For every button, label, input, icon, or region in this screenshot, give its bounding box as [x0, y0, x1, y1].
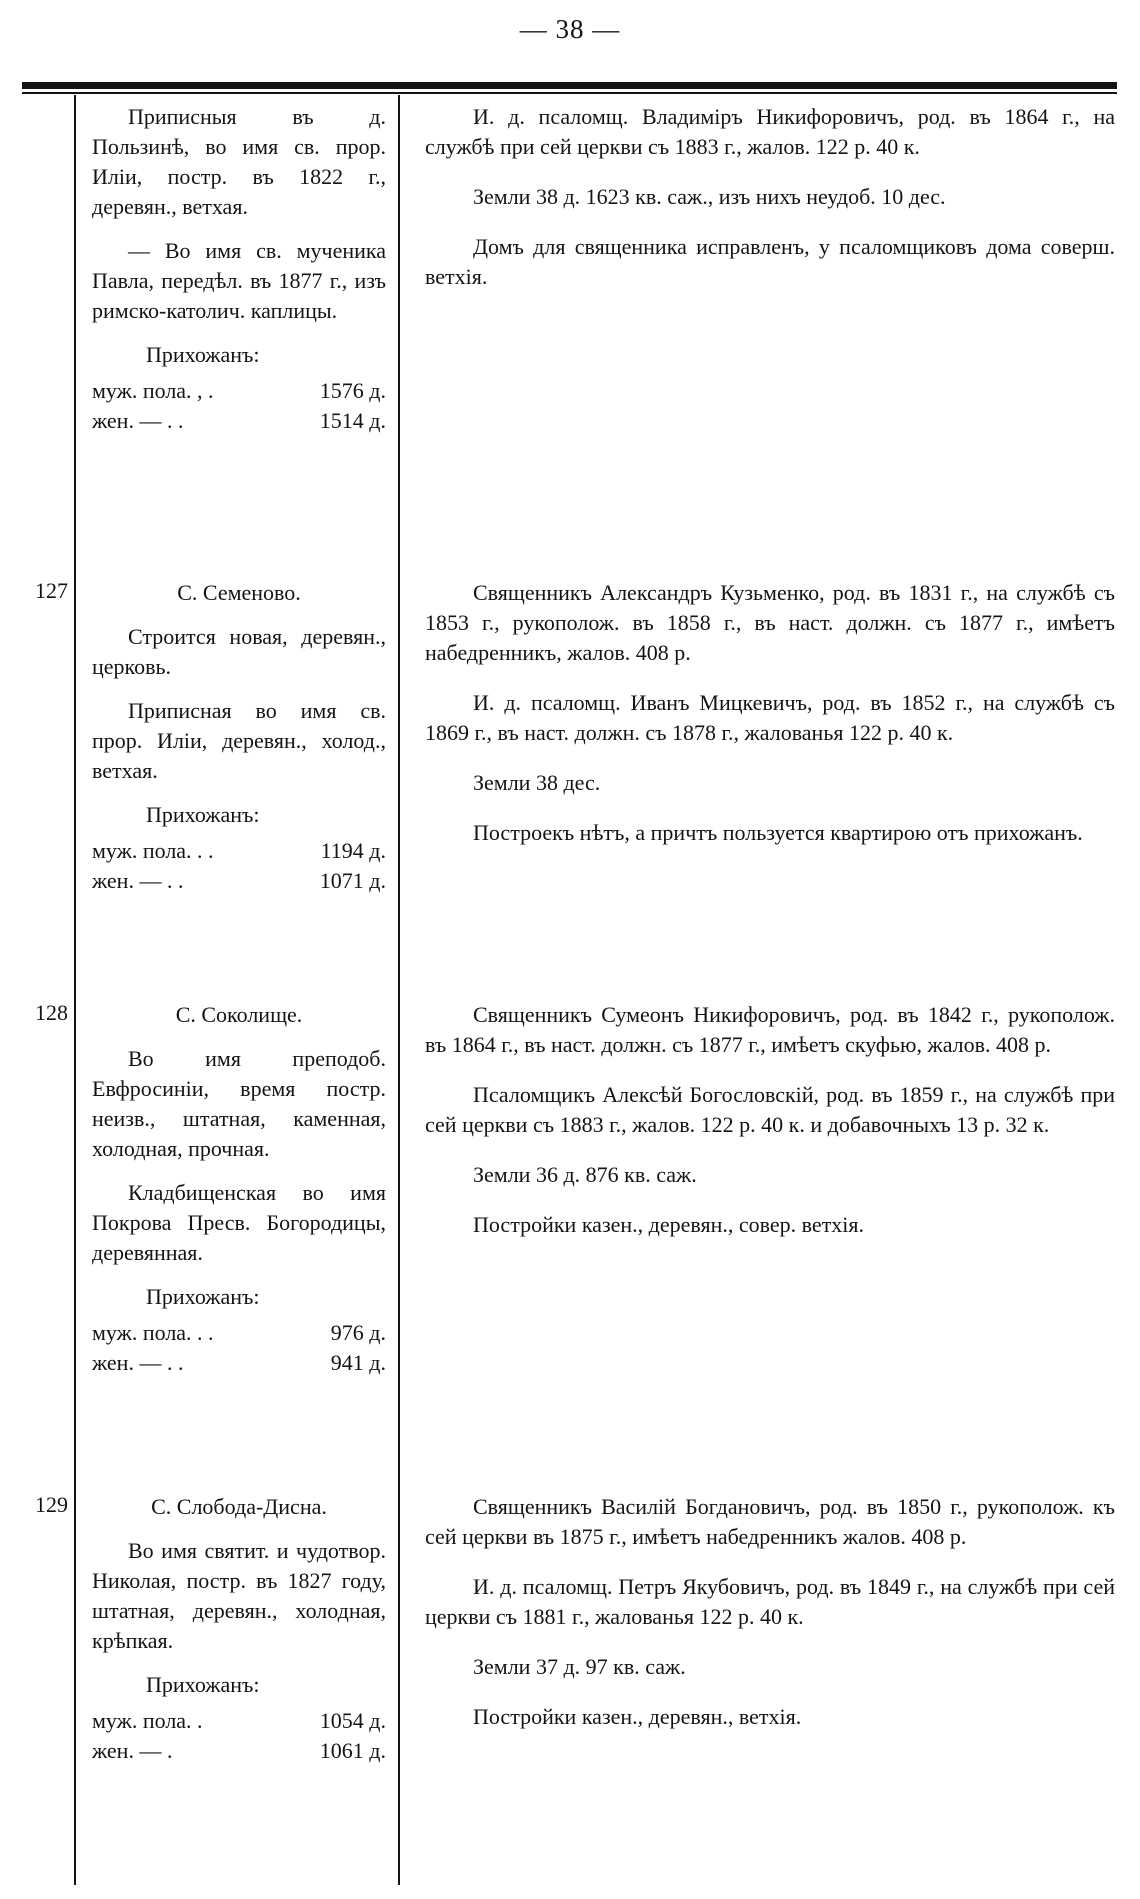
- section-2-right: [425, 1000, 1115, 1260]
- section-1-male-count: [92, 836, 386, 866]
- section-2-left: [92, 1000, 386, 1378]
- female-value: 1514 д.: [319, 408, 386, 433]
- section-0-left: [92, 102, 386, 436]
- section-number-128: 128: [35, 1000, 68, 1025]
- section-0-parish-header: Прихожанъ:: [146, 342, 260, 367]
- male-label: муж. пола. , .: [92, 378, 214, 403]
- section-3-right-paragraph-3: Земли 37 д. 97 кв. саж.: [473, 1654, 686, 1679]
- female-label: жен. — . .: [92, 868, 184, 893]
- section-3-left: [92, 1492, 386, 1766]
- section-0-female-count: [92, 406, 386, 436]
- section-number-129: 129: [35, 1492, 68, 1517]
- section-3-right: [425, 1492, 1115, 1752]
- section-1-right: [425, 578, 1115, 868]
- male-value: 1054 д.: [319, 1708, 386, 1733]
- column-divider-left: [74, 95, 76, 1885]
- section-0-right-paragraph-1: И. д. псаломщ. Владиміръ Никифоровичъ, род. въ 1864 г., на службѣ при сей церкви съ 1883 г., жалов. 122 р. 40 к.: [425, 104, 1115, 159]
- page-number: — 38 —: [519, 14, 621, 44]
- header-rule-thick: [22, 82, 1117, 89]
- section-3-right-paragraph-1: Священникъ Василій Богдановичъ, род. въ 1850 г., рукополож. къ сей церкви въ 1875 г., имѣетъ набедренникъ жалов. 408 р.: [425, 1494, 1115, 1549]
- section-number-127: 127: [35, 578, 68, 603]
- column-divider-right: [398, 95, 400, 1885]
- section-0-paragraph-2: — Во имя св. мученика Павла, передѣл. въ 1877 г., изъ римско-католич. каплицы.: [92, 238, 386, 323]
- section-2-male-count: [92, 1318, 386, 1348]
- section-2-parish-header: Прихожанъ:: [146, 1284, 260, 1309]
- header-rule-thin: [22, 92, 1117, 94]
- male-value: 1194 д.: [320, 838, 386, 863]
- section-1-right-paragraph-2: И. д. псаломщ. Иванъ Мицкевичъ, род. въ 1852 г., на службѣ съ 1869 г., въ наст. должн. съ 1878 г., жалованья 122 р. 40 к.: [425, 690, 1115, 745]
- male-label: муж. пола. . .: [92, 838, 214, 863]
- female-value: 1061 д.: [319, 1738, 386, 1763]
- section-1-paragraph-1: Строится новая, деревян., церковь.: [92, 624, 386, 679]
- section-0-male-count: [92, 376, 386, 406]
- section-1-parish-header: Прихожанъ:: [146, 802, 260, 827]
- section-1-paragraph-2: Приписная во имя св. прор. Иліи, деревян., холод., ветхая.: [92, 698, 386, 783]
- female-label: жен. — . .: [92, 1350, 184, 1375]
- section-1-right-paragraph-1: Священникъ Александръ Кузьменко, род. въ 1831 г., на службѣ съ 1853 г., рукополож. въ 1858 г., въ наст. должн. съ 1877 г., имѣетъ набедренникъ, жалов. 408 р.: [425, 580, 1115, 665]
- section-2-title: С. Соколище.: [175, 1002, 303, 1027]
- section-1-right-paragraph-3: Земли 38 дес.: [473, 770, 601, 795]
- section-0-paragraph-1: Приписныя въ д. Пользинѣ, во имя св. прор. Иліи, постр. въ 1822 г., деревян., ветхая.: [92, 104, 386, 219]
- section-2-right-paragraph-4: Постройки казен., деревян., совер. ветхія.: [473, 1212, 865, 1237]
- section-0-right-paragraph-2: Земли 38 д. 1623 кв. саж., изъ нихъ неудоб. 10 дес.: [473, 184, 946, 209]
- section-1-female-count: [92, 866, 386, 896]
- section-0-right: [425, 102, 1115, 312]
- section-2-right-paragraph-3: Земли 36 д. 876 кв. саж.: [473, 1162, 697, 1187]
- section-3-title: С. Слобода-Дисна.: [151, 1494, 327, 1519]
- male-label: муж. пола. . .: [92, 1320, 214, 1345]
- section-3-right-paragraph-2: И. д. псаломщ. Петръ Якубовичъ, род. въ 1849 г., на службѣ при сей церкви съ 1881 г., жалованья 122 р. 40 к.: [425, 1574, 1115, 1629]
- section-3-male-count: [92, 1706, 386, 1736]
- female-label: жен. — . .: [92, 408, 184, 433]
- male-value: 976 д.: [330, 1320, 386, 1345]
- male-value: 1576 д.: [319, 378, 386, 403]
- section-3-paragraph-1: Во имя святит. и чудотвор. Николая, постр. въ 1827 году, штатная, деревян., холодная, крѣпкая.: [92, 1538, 386, 1653]
- female-value: 1071 д.: [319, 868, 386, 893]
- section-3-female-count: [92, 1736, 386, 1766]
- section-2-right-paragraph-1: Священникъ Сумеонъ Никифоровичъ, род. въ 1842 г., рукополож. въ 1864 г., въ наст. должн. съ 1877 г., имѣетъ скуфью, жалов. 408 р.: [425, 1002, 1115, 1057]
- section-2-paragraph-1: Во имя преподоб. Евфросиніи, время постр. неизв., штатная, каменная, холодная, прочная.: [92, 1046, 386, 1161]
- section-1-title: С. Семеново.: [177, 580, 301, 605]
- section-3-parish-header: Прихожанъ:: [146, 1672, 260, 1697]
- section-1-left: [92, 578, 386, 896]
- male-label: муж. пола. .: [92, 1708, 203, 1733]
- section-3-right-paragraph-4: Постройки казен., деревян., ветхія.: [473, 1704, 802, 1729]
- section-2-female-count: [92, 1348, 386, 1378]
- section-2-right-paragraph-2: Псаломщикъ Алексѣй Богословскій, род. въ 1859 г., на службѣ при сей церкви съ 1883 г., жалов. 122 р. 40 к. и добавочныхъ 13 р. 32 к.: [425, 1082, 1115, 1137]
- female-label: жен. — .: [92, 1738, 173, 1763]
- female-value: 941 д.: [330, 1350, 386, 1375]
- section-0-right-paragraph-3: Домъ для священника исправленъ, у псаломщиковъ дома соверш. ветхія.: [425, 234, 1115, 289]
- section-2-paragraph-2: Кладбищенская во имя Покрова Пресв. Богородицы, деревянная.: [92, 1180, 386, 1265]
- section-1-right-paragraph-4: Построекъ нѣтъ, а причтъ пользуется квартирою отъ прихожанъ.: [473, 820, 1083, 845]
